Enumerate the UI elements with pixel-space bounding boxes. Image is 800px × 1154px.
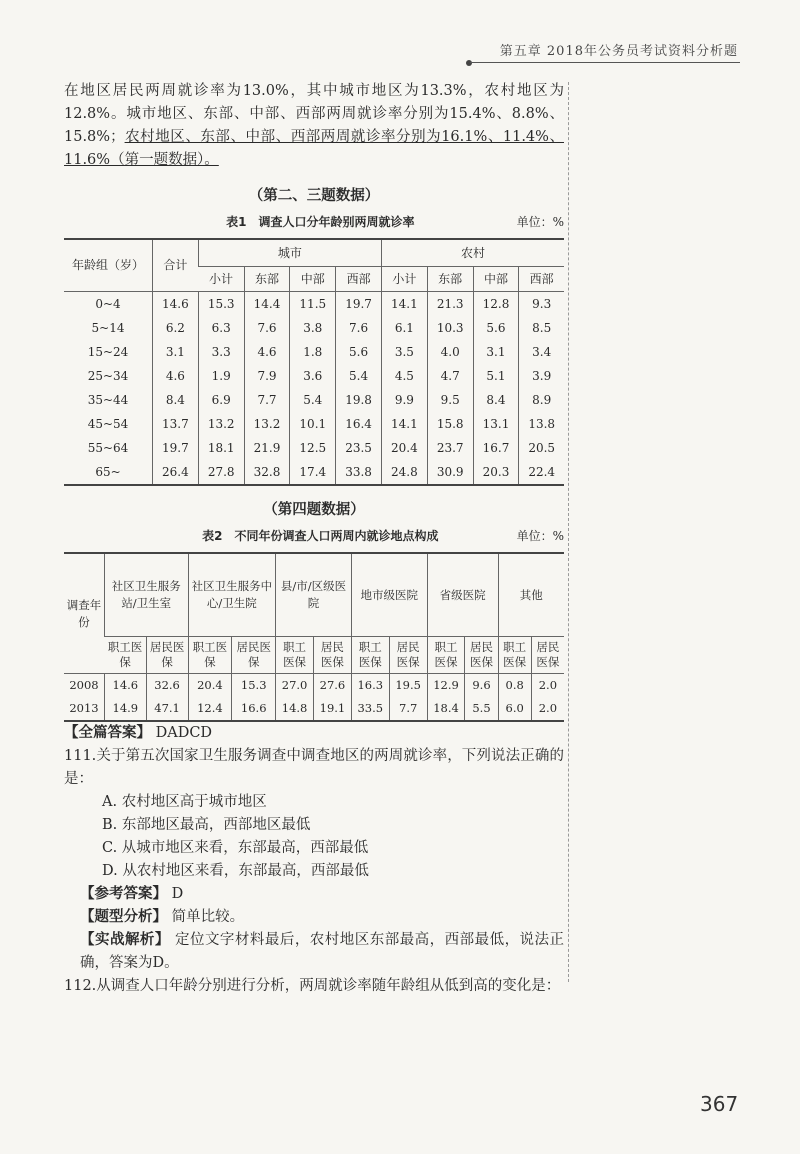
table2-row-cell: 33.5 <box>351 697 389 721</box>
table1-row <box>64 412 564 436</box>
table2-subheader: 职工医保 <box>276 637 314 674</box>
table1-row-cell: 15.3 <box>198 292 244 317</box>
table1-row-cell: 3.4 <box>519 340 564 364</box>
table1-row-cell: 12.5 <box>290 436 336 460</box>
question-111-option-b: B. 东部地区最高，西部地区最低 <box>102 817 311 833</box>
table1-row-cell: 3.5 <box>381 340 427 364</box>
table2-row-cell: 9.6 <box>465 674 498 698</box>
table2-row-cell: 19.5 <box>389 674 427 698</box>
table2-row-cell: 12.4 <box>188 697 232 721</box>
table2-group-header: 县/市/区级医院 <box>276 553 352 637</box>
table1-row-cell: 14.4 <box>244 292 290 317</box>
table2-subheader: 职工医保 <box>351 637 389 674</box>
table1-row-cell: 35~44 <box>87 392 129 407</box>
table1-row-cell: 6.2 <box>153 316 199 340</box>
intro-line-1: 在地区居民两周就诊率为13.0%，其中城市地区为13.3%，农村地区为12.8%。城市地区、东部、中部、西部两周就诊率分别为15.4%、8.8%、15.8%； <box>64 83 564 145</box>
table1-row-cell: 7.6 <box>336 316 382 340</box>
table1-caption: 表1 调查人口分年龄别两周就诊率 <box>226 215 415 229</box>
table1-row-cell: 19.7 <box>153 436 199 460</box>
question-111-option-a: A. 农村地区高于城市地区 <box>102 794 267 810</box>
table2-row-cell: 7.7 <box>389 697 427 721</box>
table1-row-cell: 6.1 <box>381 316 427 340</box>
table1-subheader: 中部 <box>290 267 336 292</box>
table2-subheader: 居民医保 <box>314 637 352 674</box>
table2-row-cell: 32.6 <box>146 674 188 698</box>
table1-row-cell: 15~24 <box>87 344 129 359</box>
question-112-number: 112. <box>64 978 97 994</box>
table1-row-cell: 26.4 <box>153 460 199 485</box>
table2-group-header: 社区卫生服务站/卫生室 <box>105 553 189 637</box>
table1-row-cell: 6.9 <box>198 388 244 412</box>
table1-row <box>64 388 564 412</box>
table1-row-cell: 7.9 <box>244 364 290 388</box>
table2-group-header: 社区卫生服务中心/卫生院 <box>188 553 276 637</box>
table2-caption-row <box>64 525 564 548</box>
table1-row-cell: 10.3 <box>427 316 473 340</box>
table1-row-cell: 9.9 <box>381 388 427 412</box>
table1-row-cell: 5.1 <box>473 364 519 388</box>
question-111 <box>64 745 564 791</box>
table1-header-row <box>64 239 564 267</box>
page-number: 367 <box>700 1092 739 1116</box>
table1-caption-row <box>64 211 564 234</box>
table1-row-cell: 21.9 <box>244 436 290 460</box>
table1-row-cell: 4.6 <box>153 364 199 388</box>
table2-row-cell: 14.8 <box>276 697 314 721</box>
table1-row-cell: 32.8 <box>244 460 290 485</box>
table1-row-cell: 7.7 <box>244 388 290 412</box>
table1-row-cell: 23.7 <box>427 436 473 460</box>
table2-row-cell: 18.4 <box>427 697 465 721</box>
table1-row-cell: 13.1 <box>473 412 519 436</box>
table1-row-cell: 23.5 <box>336 436 382 460</box>
table1-row-cell: 8.4 <box>473 388 519 412</box>
table1-row-cell: 4.5 <box>381 364 427 388</box>
table1-row-cell: 3.9 <box>519 364 564 388</box>
all-answers-label: 【全篇答案】 <box>64 725 151 741</box>
question-112-text: 从调查人口年龄分别进行分析，两周就诊率随年龄组从低到高的变化是： <box>96 978 561 994</box>
table2 <box>64 552 564 722</box>
table1-row-cell: 20.5 <box>519 436 564 460</box>
table1-subheader: 东部 <box>244 267 290 292</box>
table1-row-cell: 5~14 <box>91 320 125 335</box>
table1-row-cell: 65~ <box>95 464 121 479</box>
table1-total-header: 合计 <box>153 239 199 292</box>
table1-subheader: 中部 <box>473 267 519 292</box>
intro-paragraph <box>64 80 564 172</box>
table1-row-cell: 55~64 <box>87 440 129 455</box>
table2-subheader: 职工医保 <box>498 637 531 674</box>
table1 <box>64 238 564 486</box>
table1-subheader: 小计 <box>198 267 244 292</box>
table2-row-cell: 12.9 <box>427 674 465 698</box>
analysis-value: 定位文字材料最后，农村地区东部最高，西部最低，说法正确，答案为D。 <box>80 932 565 971</box>
table2-header-row <box>64 553 564 637</box>
table1-row-cell: 19.8 <box>336 388 382 412</box>
header-rule <box>470 62 740 63</box>
ref-answer-value: D <box>171 886 184 902</box>
table2-row-cell: 14.9 <box>105 697 147 721</box>
table1-row-cell: 12.8 <box>473 292 519 317</box>
table1-row-cell: 19.7 <box>336 292 382 317</box>
table1-row-cell: 22.4 <box>519 460 564 485</box>
table1-age-header: 年龄组（岁） <box>64 239 153 292</box>
analysis-label: 【实战解析】 <box>80 932 170 948</box>
table1-row-cell: 10.1 <box>290 412 336 436</box>
table1-row-cell: 5.4 <box>336 364 382 388</box>
table1-row <box>64 364 564 388</box>
table1-row-cell: 5.6 <box>473 316 519 340</box>
table1-row <box>64 340 564 364</box>
table1-row-cell: 4.0 <box>427 340 473 364</box>
table1-body <box>64 292 564 486</box>
table1-row-cell: 45~54 <box>87 416 129 431</box>
table2-row-cell: 2013 <box>69 701 99 715</box>
table2-year-header: 调查年份 <box>64 553 105 674</box>
table2-subheader: 职工医保 <box>188 637 232 674</box>
table1-row-cell: 27.8 <box>198 460 244 485</box>
table2-subheader: 居民医保 <box>465 637 498 674</box>
table1-row-cell: 13.2 <box>198 412 244 436</box>
table2-caption: 表2 不同年份调查人口两周内就诊地点构成 <box>202 529 439 543</box>
table1-row-cell: 3.6 <box>290 364 336 388</box>
table1-row-cell: 1.9 <box>198 364 244 388</box>
table2-row-cell: 6.0 <box>498 697 531 721</box>
question-111-type <box>64 906 564 929</box>
table1-row-cell: 16.4 <box>336 412 382 436</box>
table2-row-cell: 19.1 <box>314 697 352 721</box>
table2-row <box>64 674 564 698</box>
table1-rural-header: 农村 <box>381 239 564 267</box>
question-111-ref-answer <box>64 883 564 906</box>
table2-row-cell: 16.6 <box>232 697 276 721</box>
table2-subheader: 居民医保 <box>531 637 564 674</box>
table1-row-cell: 11.5 <box>290 292 336 317</box>
table1-row-cell: 13.2 <box>244 412 290 436</box>
table1-row-cell: 16.7 <box>473 436 519 460</box>
all-answers <box>64 722 564 745</box>
table1-row-cell: 5.4 <box>290 388 336 412</box>
table1-row-cell: 3.1 <box>153 340 199 364</box>
table1-city-header: 城市 <box>198 239 381 267</box>
ref-answer-label: 【参考答案】 <box>80 886 167 902</box>
all-answers-value: DADCD <box>155 725 213 741</box>
page-body <box>64 80 564 998</box>
table1-row-cell: 14.6 <box>153 292 199 317</box>
table2-subheader: 居民医保 <box>146 637 188 674</box>
table1-row-cell: 5.6 <box>336 340 382 364</box>
table1-row-cell: 17.4 <box>290 460 336 485</box>
type-analysis-label: 【题型分析】 <box>80 909 167 925</box>
table1-row-cell: 30.9 <box>427 460 473 485</box>
table1-row-cell: 14.1 <box>381 292 427 317</box>
question-111-option-c: C. 从城市地区来看，东部最高，西部最低 <box>102 840 369 856</box>
table2-row-cell: 2008 <box>69 678 99 692</box>
table1-subheader: 东部 <box>427 267 473 292</box>
table1-row-cell: 20.3 <box>473 460 519 485</box>
table1-row <box>64 460 564 485</box>
question-112 <box>64 975 564 998</box>
table1-row-cell: 13.8 <box>519 412 564 436</box>
table2-subheader: 居民医保 <box>232 637 276 674</box>
table1-subheader: 小计 <box>381 267 427 292</box>
table2-row-cell: 0.8 <box>498 674 531 698</box>
table1-row-cell: 15.8 <box>427 412 473 436</box>
type-analysis-value: 简单比较。 <box>171 909 245 925</box>
table1-row-cell: 25~34 <box>87 368 129 383</box>
table2-row-cell: 20.4 <box>188 674 232 698</box>
table1-row-cell: 4.6 <box>244 340 290 364</box>
table2-row-cell: 5.5 <box>465 697 498 721</box>
table1-subheader: 西部 <box>336 267 382 292</box>
question-111-analysis <box>64 929 564 975</box>
table1-row-cell: 21.3 <box>427 292 473 317</box>
table1-row <box>64 316 564 340</box>
table2-group-header: 地市级医院 <box>351 553 427 637</box>
table1-row-cell: 33.8 <box>336 460 382 485</box>
table1-row-cell: 0~4 <box>95 296 121 311</box>
table2-unit: 单位：% <box>516 529 564 543</box>
table2-row-cell: 2.0 <box>531 697 564 721</box>
running-head: 第五章 2018年公务员考试资料分析题 <box>499 44 738 59</box>
table2-row <box>64 697 564 721</box>
table2-body <box>64 674 564 722</box>
table1-row-cell: 8.9 <box>519 388 564 412</box>
table1-row <box>64 436 564 460</box>
section2-title: （第四题数据） <box>263 501 365 518</box>
table2-subheader: 居民医保 <box>389 637 427 674</box>
table2-row-cell: 27.6 <box>314 674 352 698</box>
intro-line-3: 为16.1%、11.4%、11.6%（第一题数据）。 <box>64 129 564 168</box>
table2-row-cell: 2.0 <box>531 674 564 698</box>
question-111-number: 111. <box>64 748 97 764</box>
header-dot <box>466 60 472 66</box>
table2-row-cell: 15.3 <box>232 674 276 698</box>
table2-group-header: 其他 <box>498 553 564 637</box>
table1-row-cell: 7.6 <box>244 316 290 340</box>
table2-subheader: 职工医保 <box>105 637 147 674</box>
table1-row-cell: 3.3 <box>198 340 244 364</box>
table2-row-cell: 14.6 <box>105 674 147 698</box>
table1-row-cell: 3.8 <box>290 316 336 340</box>
table1-row-cell: 8.4 <box>153 388 199 412</box>
table1-row-cell: 9.3 <box>519 292 564 317</box>
table2-row-cell: 47.1 <box>146 697 188 721</box>
table1-row-cell: 9.5 <box>427 388 473 412</box>
table1-row <box>64 292 564 317</box>
table1-row-cell: 20.4 <box>381 436 427 460</box>
table1-row-cell: 6.3 <box>198 316 244 340</box>
table2-group-header: 省级医院 <box>427 553 498 637</box>
question-111-text: 关于第五次国家卫生服务调查中调查地区的两周就诊率，下列说法正确的是： <box>64 748 564 787</box>
question-111-option-d: D. 从农村地区来看，东部最高，西部最低 <box>102 863 369 879</box>
table1-row-cell: 18.1 <box>198 436 244 460</box>
table1-row-cell: 13.7 <box>153 412 199 436</box>
margin-rule <box>568 82 569 982</box>
table2-row-cell: 27.0 <box>276 674 314 698</box>
table2-row-cell: 16.3 <box>351 674 389 698</box>
table2-subheader-row <box>64 637 564 674</box>
table2-subheader: 职工医保 <box>427 637 465 674</box>
table1-row-cell: 24.8 <box>381 460 427 485</box>
table1-row-cell: 1.8 <box>290 340 336 364</box>
table1-unit: 单位：% <box>516 215 564 229</box>
table1-row-cell: 3.1 <box>473 340 519 364</box>
table1-row-cell: 14.1 <box>381 412 427 436</box>
table1-row-cell: 8.5 <box>519 316 564 340</box>
table1-row-cell: 4.7 <box>427 364 473 388</box>
intro-line-2: 农村地区、东部、中部、西部两周就诊率分别 <box>124 129 427 145</box>
section1-title: （第二、三题数据） <box>248 187 380 204</box>
table1-subheader: 西部 <box>519 267 564 292</box>
